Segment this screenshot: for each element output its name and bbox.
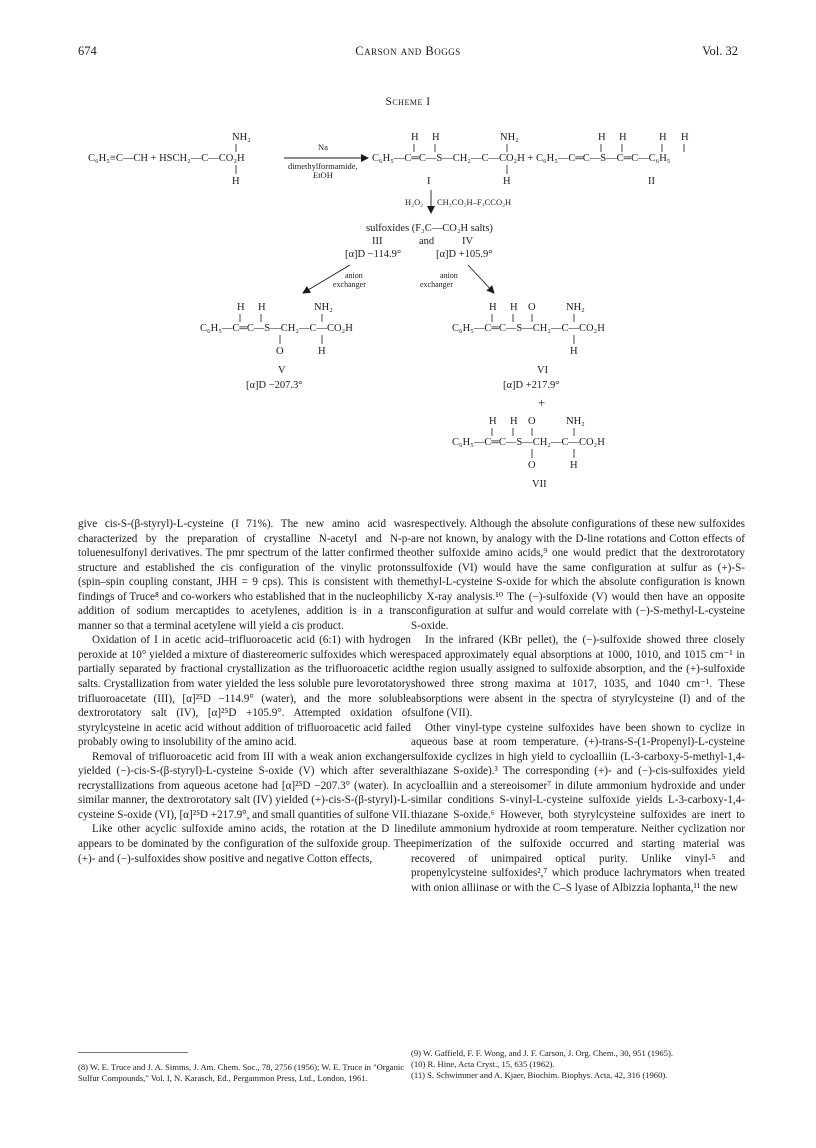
svg-text:H: H (510, 302, 518, 313)
compound-label-VI: VI (537, 365, 549, 376)
svg-text:H: H (489, 416, 497, 427)
reaction-scheme (0, 110, 816, 505)
svg-text:H: H (258, 302, 266, 313)
paragraph: In the infrared (KBr pellet), the (−)-sulfoxide showed three closely spaced approximately equal absorptions at 1000, 1010, and 1015 cm⁻¹ in the region usually assigned to sulfoxide absorption, and the (+)-sulfoxide showed three strong maxima at 1017, 1035, and 1040 cm⁻¹. These absorptions were absent in the spectra of styrylcysteine (I) and of the sulfone (VII). (411, 634, 745, 720)
svg-text:NH₂: NH₂ (314, 302, 333, 313)
paragraph: Like other acyclic sulfoxide amino acids, the rotation at the D line appears to be dominated by the configuration of the sulfoxide group. The (+)- and (−)-sulfoxides show positive and negative Cotton effects, (78, 823, 411, 865)
compound-VI-structure (452, 302, 605, 357)
footnote: (9) W. Gaffield, F. F. Wong, and J. F. Carson, J. Org. Chem., 30, 951 (1965). (411, 1048, 673, 1058)
rotation-IV: [α]D +105.9° (436, 249, 493, 260)
compound-label-IV: IV (462, 236, 474, 247)
svg-text:H: H (681, 132, 689, 143)
anion-label-right: anion (440, 271, 458, 280)
compound-label-VII: VII (532, 479, 547, 490)
body-column-right (411, 517, 745, 895)
compound-label-III: III (372, 236, 383, 247)
svg-text:H: H (411, 132, 419, 143)
footnote: (10) R. Hine, Acta Cryst., 15, 635 (1962). (411, 1059, 555, 1069)
exchanger-label-right: exchanger (420, 280, 453, 289)
svg-text:H: H (503, 176, 511, 187)
anion-label-left: anion (345, 271, 363, 280)
footnote: (11) S. Schwimmer and A. Kjaer, Biochim. Biophys. Acta, 42, 316 (1960). (411, 1070, 668, 1080)
compound-label-V: V (278, 365, 286, 376)
exchanger-label-left: exchanger (333, 280, 366, 289)
svg-text:C₆H₅≡C—CH + HSCH₂—C—CO₂H: C₆H₅≡C—CH + HSCH₂—C—CO₂H (88, 153, 245, 164)
running-head: Carson and Boggs (355, 44, 461, 58)
svg-text:C₆H₅—C═C—S—CH₂—C—CO₂H: C₆H₅—C═C—S—CH₂—C—CO₂H (200, 323, 353, 334)
compound-VII-structure (452, 416, 605, 471)
paragraph: Other vinyl-type cysteine sulfoxides have been shown to cyclize in aqueous base at room temperature. (+)-trans-S-(1-Propenyl)-L-cysteine sulfoxide cyclizes in high yield to cycloalliin (L-3-carboxy-5-methyl-1,4-thiazane S-oxide).³ The corresponding (+)- and (−)-cis-sulfoxides yield cycloalliin and a stereoisomer⁷ in dilute ammonium hydroxide and under similar conditions S-vinyl-L-cysteine sulfoxide yields L-3-carboxy-1,4-thiazane S-oxide.⁶ However, both styrylcysteine sulfoxides are inert to dilute ammonium hydroxide at room temperature. Neither cyclization nor epimerization of the sulfoxide occurred and starting material was recovered of unimpaired optical purity. Unlike vinyl-⁵ and propenylcysteine sulfoxides²,⁷ which produce lachrymators when treated with onion alliinase or with the C–S lyase of Albizzia lophanta,¹¹ the new (411, 721, 745, 894)
reagent-sodium: Na (318, 142, 328, 152)
svg-text:NH₂: NH₂ (566, 302, 585, 313)
svg-text:O: O (528, 302, 536, 313)
svg-text:O: O (528, 416, 536, 427)
svg-text:H: H (432, 132, 440, 143)
svg-text:NH₂: NH₂ (566, 416, 585, 427)
svg-text:O: O (528, 460, 536, 471)
svg-text:H: H (232, 176, 240, 187)
svg-text:H: H (619, 132, 627, 143)
rotation-VI: [α]D +217.9° (503, 380, 560, 391)
svg-text:H: H (598, 132, 606, 143)
page-number: 674 (78, 44, 97, 58)
footnote-rule-left (78, 1052, 188, 1053)
reactant-structures (88, 132, 251, 187)
svg-text:O: O (276, 346, 284, 357)
and-label: and (419, 236, 435, 247)
paragraph: Oxidation of I in acetic acid–trifluoroacetic acid (6:1) with hydrogen peroxide at 10° yielded a mixture of diastereomeric sulfoxides which were partially separated by fractional crystallization as the trifluoroacetic acid salts. Crystallization from water yielded the less soluble pure levorotatory trifluoroacetate (III), [α]²⁵D −114.9° (water), and the more soluble dextrorotatory salt (IV), [α]²⁵D +105.9°. Attempted oxidation of styrylcysteine in acetic acid without addition of trifluoroacetic acid failed probably owing to insolubility of the amino acid. (78, 634, 411, 749)
scheme-title: Scheme I (385, 96, 431, 108)
svg-text:NH₂: NH₂ (232, 132, 251, 143)
paragraph: respectively. Although the absolute configurations of these new sulfoxides are not known, by analogy with the D-line rotations and Cotton effects of other sulfoxide amino acids,⁹ one would predict that the dextrorotatory sulfoxide (VI) would have the same configuration at sulfur as (+)-S-methyl-L-cysteine S-oxide for which the absolute configuration is known by X-ray analysis.¹⁰ The (−)-sulfoxide (V) would then have an opposite configuration at sulfur and would correlate with (−)-S-methyl-L-cysteine S-oxide. (411, 518, 745, 632)
paragraph: give cis-S-(β-styryl)-L-cysteine (I 71%). The new amino acid was characterized by the preparation of crystalline N-acetyl and N-p-toluenesulfonyl derivatives. The pmr spectrum of the latter confirmed the structure and established the cis configuration of the vinylic protons (spin–spin coupling constant, JHH = 9 cps). This is consistent with the findings of Truce⁸ and co-workers who established that in the nucleophilic addition of sodium mercaptides to acetylenes, addition is in a trans manner so that a terminal acetylene will yield a cis product. (78, 518, 411, 632)
volume-label: Vol. 32 (702, 44, 738, 58)
svg-text:H: H (318, 346, 326, 357)
footnote: (8) W. E. Truce and J. A. Simms, J. Am. Chem. Soc., 78, 2756 (1956); W. E. Truce in "Organic Sulfur Compounds," Vol. I, N. Karasch, Ed., Pergammon Press, Ltd., London, 1961. (78, 1062, 405, 1083)
svg-text:C₆H₅—C═C—S—CH₂—C—CO₂H: C₆H₅—C═C—S—CH₂—C—CO₂H (452, 323, 605, 334)
svg-text:H: H (570, 346, 578, 357)
product-I-structure (372, 132, 689, 187)
compound-label-II: II (648, 176, 655, 187)
footnotes-right (411, 1048, 745, 1081)
svg-text:H: H (659, 132, 667, 143)
svg-text:H: H (570, 460, 578, 471)
compound-label-I: I (427, 176, 431, 187)
svg-text:H: H (489, 302, 497, 313)
svg-text:H: H (510, 416, 518, 427)
rotation-V: [α]D −207.3° (246, 380, 303, 391)
body-column-left (78, 517, 411, 866)
svg-text:H: H (237, 302, 245, 313)
svg-text:NH₂: NH₂ (500, 132, 519, 143)
footnotes-left (78, 1062, 411, 1084)
rotation-III: [α]D −114.9° (345, 249, 402, 260)
plus-sign: + (538, 395, 546, 410)
svg-text:C₆H₅—C═C—S—CH₂—C—CO₂H: C₆H₅—C═C—S—CH₂—C—CO₂H (452, 437, 605, 448)
oxidation-solvent: CH₃CO₂H–F₃CCO₂H (437, 197, 512, 207)
sulfoxides-label: sulfoxides (F₃C—CO₂H salts) (366, 223, 493, 234)
svg-text:C₆H₅—C═C—S—CH₂—C—CO₂H + C₆H₅—C: C₆H₅—C═C—S—CH₂—C—CO₂H + C₆H₅—C═C—S—C═C—C₆H₅ (372, 153, 671, 164)
compound-V-structure (200, 302, 353, 357)
oxidation-reagent: H₂O₂ (405, 197, 424, 207)
reagent-solvent-2: EtOH (313, 170, 333, 180)
reagent-solvent-1: dimethylformamide, (288, 161, 358, 171)
paragraph: Removal of trifluoroacetic acid from III with a weak anion exchanger yielded (−)-cis-S-(β-styryl)-L-cysteine S-oxide (V) which after several recrystallizations from aqueous acetone had [α]²⁵D −207.3° (water). In a similar manner, the dextrorotatory salt (IV) yielded (+)-cis-S-(β-styryl)-L-cysteine S-oxide (VI), [α]²⁵D +217.9°, and small quantities of sulfone VII. (78, 750, 411, 821)
